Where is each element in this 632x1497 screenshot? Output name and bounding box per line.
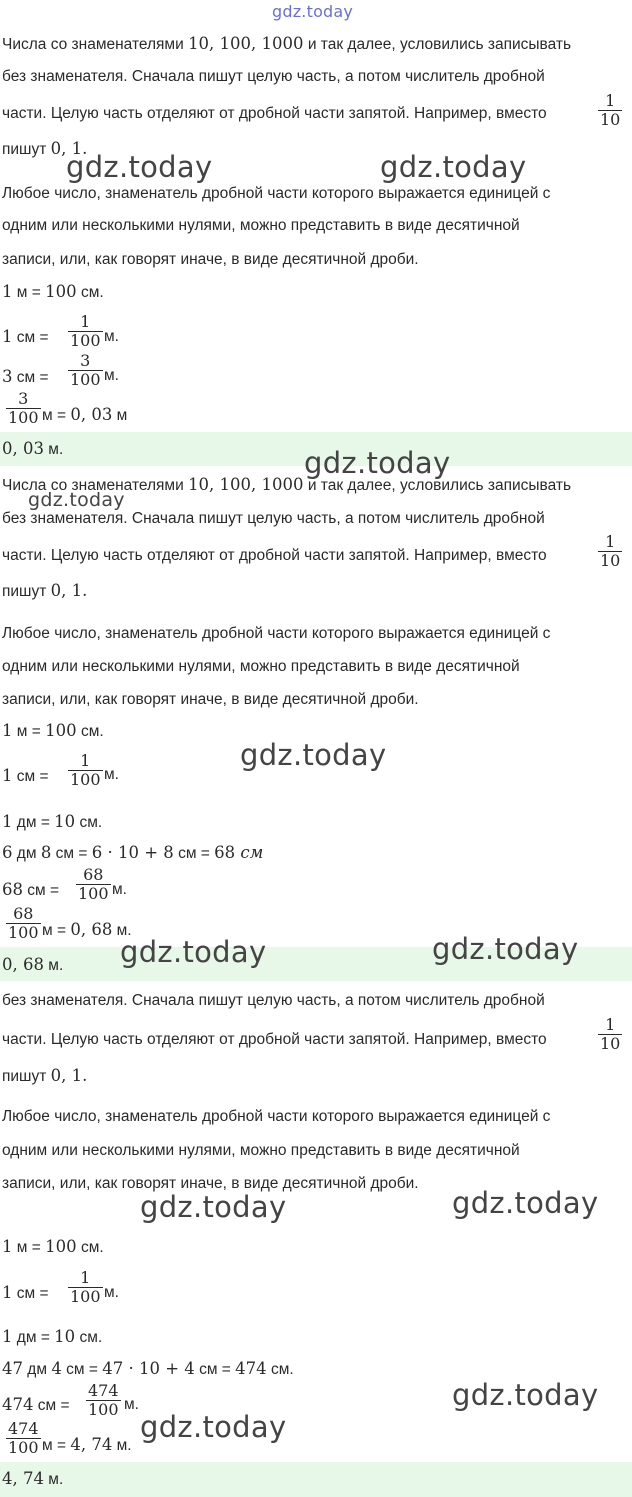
b2-line-2-unit: м. (104, 766, 119, 783)
watermark: gdz.today (452, 1378, 599, 1412)
s2-line-1: Числа со знаменателями 10, 100, 1000 и так далее, условились записывать (2, 475, 572, 494)
watermark: gdz.today (140, 1410, 287, 1444)
b3-line-5: 474 см = (2, 1395, 70, 1414)
watermark: gdz.today (28, 489, 125, 511)
b3-line-6: м = 4, 74 м. (42, 1435, 132, 1454)
watermark-top: gdz.today (272, 2, 354, 21)
b2-line-4: 6 дм 8 см = 6 · 10 + 8 см = 68 см (2, 843, 264, 862)
intro-line-6: одним или несколькими нулями, можно представить в виде десятичной (2, 217, 520, 234)
intro-line-2: без знаменателя. Сначала пишут целую часть, а потом числитель дробной (2, 68, 545, 85)
watermark: gdz.today (240, 738, 387, 772)
answer-2: 0, 68 м. (2, 955, 64, 974)
s3-line-5: одним или несколькими нулями, можно представить в виде десятичной (2, 1142, 520, 1159)
b2-fraction-1: 1 100 (70, 751, 101, 789)
b3-line-3: 1 дм = 10 см. (2, 1327, 103, 1346)
answer-3: 4, 74 м. (2, 1469, 64, 1488)
intro-line-4: пишут 0, 1. (2, 139, 88, 158)
s2-line-3: части. Целую часть отделяют от дробной части запятой. Например, вместо (2, 547, 547, 564)
b3-line-2: 1 см = (2, 1283, 49, 1302)
fraction-one-tenth: 1 10 (600, 1015, 621, 1053)
b1-line-2-unit: м. (104, 328, 119, 345)
b2-line-3: 1 дм = 10 см. (2, 812, 103, 831)
watermark: gdz.today (380, 150, 527, 184)
watermark: gdz.today (66, 150, 213, 184)
watermark: gdz.today (120, 935, 267, 969)
b2-line-2: 1 см = (2, 766, 49, 785)
b2-fraction-2: 68 100 (78, 865, 109, 903)
b1-line-3-unit: м. (104, 367, 119, 384)
watermark: gdz.today (140, 1190, 287, 1224)
s2-line-6: одним или несколькими нулями, можно представить в виде десятичной (2, 658, 520, 675)
b3-fraction-2: 474 100 (88, 1381, 119, 1419)
watermark: gdz.today (304, 446, 451, 480)
b1-fraction-2: 3 100 (70, 351, 101, 389)
b2-line-5-unit: м. (112, 881, 127, 898)
b2-line-5: 68 см = (2, 880, 60, 899)
b1-line-3: 3 см = (2, 367, 49, 386)
watermark: gdz.today (452, 1186, 599, 1220)
intro-line-5: Любое число, знаменатель дробной части которого выражается единицей с (2, 185, 551, 202)
intro-line-3: части. Целую часть отделяют от дробной части запятой. Например, вместо (2, 105, 547, 122)
b2-fraction-3: 68 100 (8, 904, 39, 942)
answer-1: 0, 03 м. (2, 439, 64, 458)
b3-line-5-unit: м. (124, 1396, 139, 1413)
s2-line-7: записи, или, как говорят иначе, в виде десятичной дроби. (2, 691, 419, 708)
b2-line-6: м = 0, 68 м. (42, 920, 132, 939)
s3-line-6: записи, или, как говорят иначе, в виде десятичной дроби. (2, 1175, 419, 1192)
s2-line-4: пишут 0, 1. (2, 581, 88, 600)
s3-line-1: без знаменателя. Сначала пишут целую часть, а потом числитель дробной (2, 992, 545, 1009)
b3-line-2-unit: м. (104, 1284, 119, 1301)
b1-line-2: 1 см = (2, 327, 49, 346)
b3-fraction-3: 474 100 (8, 1419, 39, 1457)
intro-line-7: записи, или, как говорят иначе, в виде десятичной дроби. (2, 251, 419, 268)
s3-line-4: Любое число, знаменатель дробной части которого выражается единицей с (2, 1108, 551, 1125)
s2-line-2: без знаменателя. Сначала пишут целую часть, а потом числитель дробной (2, 510, 545, 527)
fraction-one-tenth: 1 10 (600, 532, 621, 570)
b2-line-1: 1 м = 100 см. (2, 721, 104, 740)
b1-line-4: м = 0, 03 м (42, 405, 128, 424)
b1-line-1: 1 м = 100 см. (2, 282, 104, 301)
answer-highlight (0, 1462, 632, 1497)
b1-fraction-3: 3 100 (8, 389, 39, 427)
b3-line-4: 47 дм 4 см = 47 · 10 + 4 см = 474 см. (2, 1359, 294, 1378)
intro-line-1: Числа со знаменателями 10, 100, 1000 и так далее, условились записывать (2, 34, 572, 53)
b3-line-1: 1 м = 100 см. (2, 1237, 104, 1256)
s3-line-3: пишут 0, 1. (2, 1066, 88, 1085)
b1-fraction-1: 1 100 (70, 312, 101, 350)
s3-line-2: части. Целую часть отделяют от дробной части запятой. Например, вместо (2, 1031, 547, 1048)
s2-line-5: Любое число, знаменатель дробной части которого выражается единицей с (2, 625, 551, 642)
fraction-one-tenth: 1 10 (600, 91, 621, 129)
b3-fraction-1: 1 100 (70, 1268, 101, 1306)
watermark: gdz.today (432, 932, 579, 966)
